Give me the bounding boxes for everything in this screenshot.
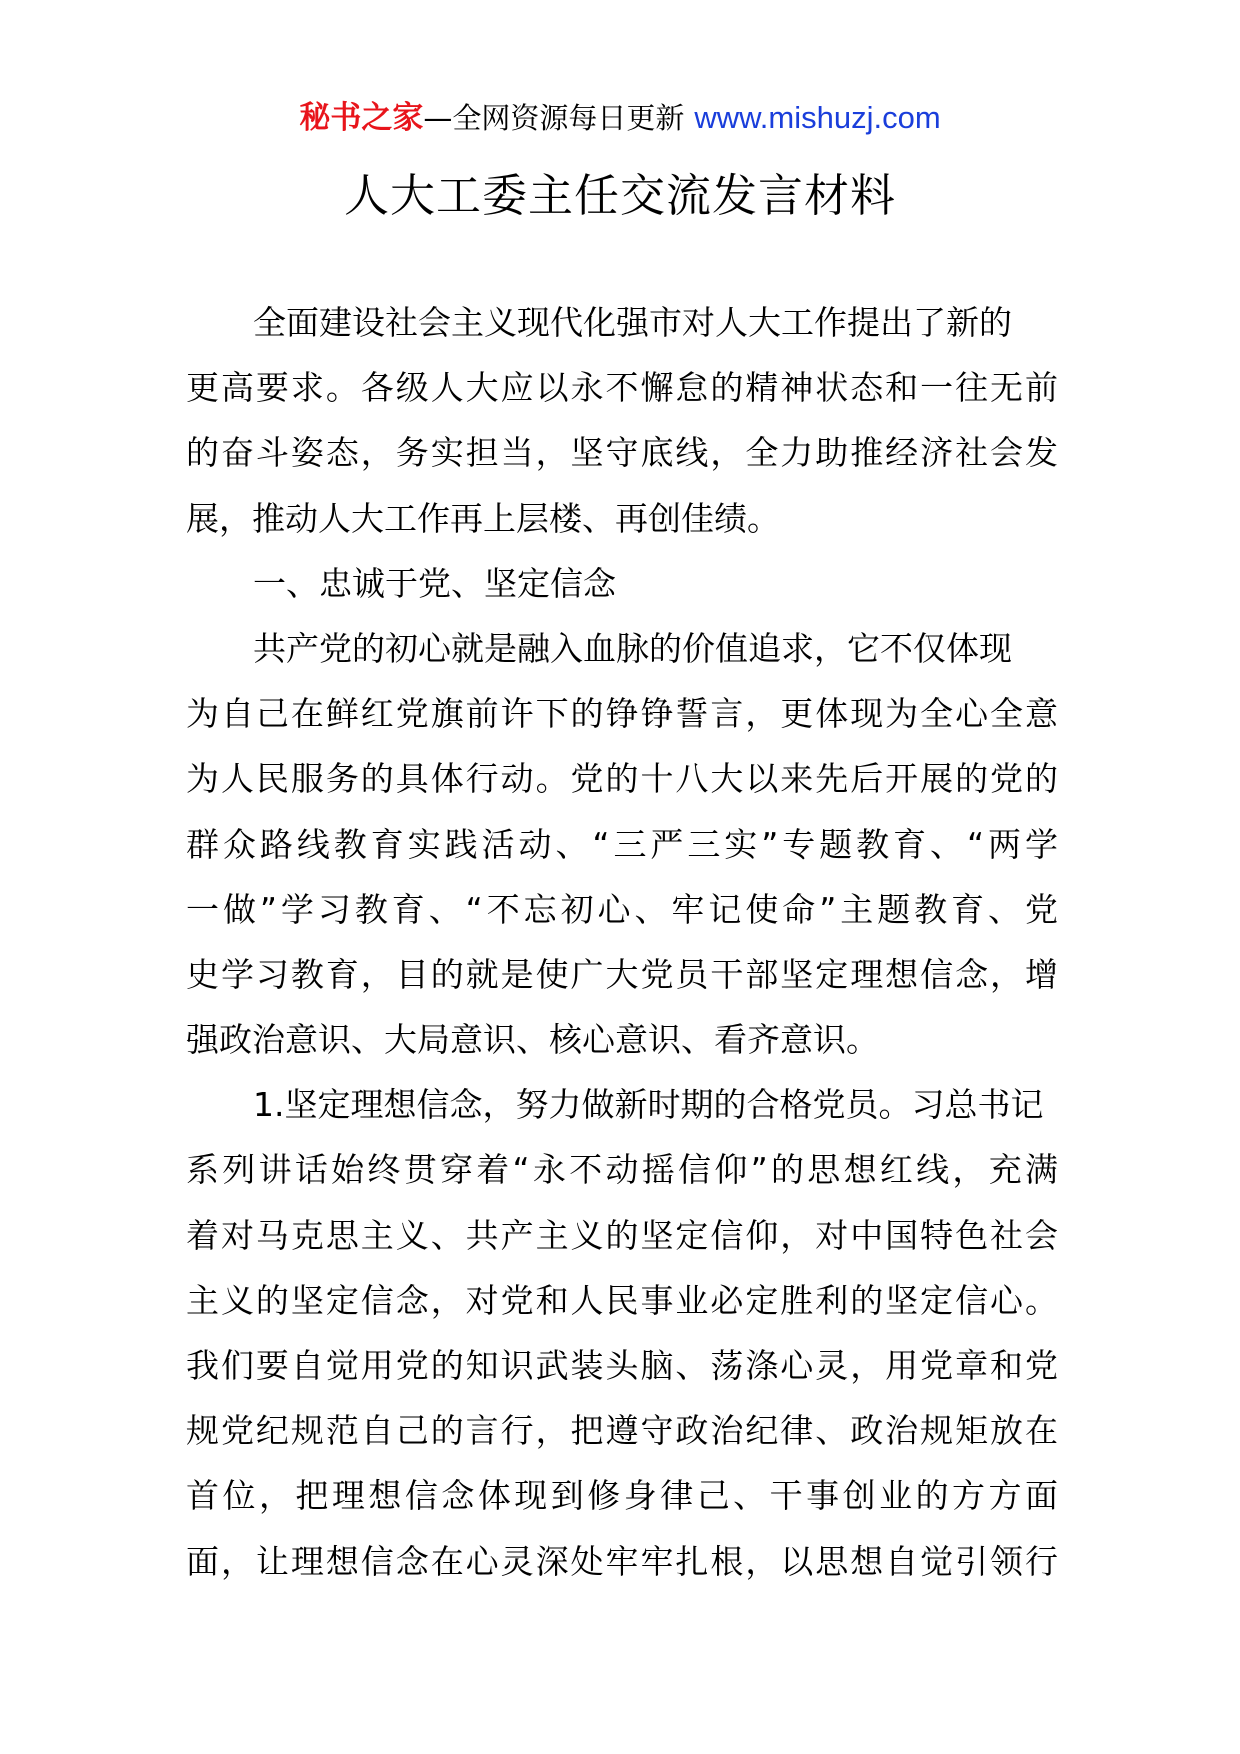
section-heading: 一、忠诚于党、坚定信念: [253, 563, 616, 603]
site-url-link[interactable]: www.mishuzj.com: [694, 100, 941, 135]
paragraph-line: 共产党的初心就是融入血脉的价值追求，它不仅体现: [253, 628, 1012, 668]
paragraph-line: 面，让理想信念在心灵深处牢牢扎根，以思想自觉引领行: [186, 1541, 1058, 1581]
paragraph-line: 为自己在鲜红党旗前许下的铮铮誓言，更体现为全心全意: [186, 694, 1058, 734]
paragraph-line: 一做”学习教育、“不忘初心、牢记使命”主题教育、党: [186, 889, 1058, 929]
document-title: 人大工委主任交流发言材料: [343, 169, 896, 222]
paragraph-line: 的奋斗姿态，务实担当，坚守底线，全力助推经济社会发: [186, 433, 1058, 473]
paragraph-line: 主义的坚定信念，对党和人民事业必定胜利的坚定信心。: [186, 1280, 1058, 1320]
site-brand: 秘书之家: [299, 100, 424, 136]
paragraph-line: 着对马克思主义、共产主义的坚定信仰，对中国特色社会: [186, 1215, 1058, 1255]
paragraph-line: 我们要自觉用党的知识武装头脑、荡涤心灵，用党章和党: [186, 1346, 1058, 1385]
site-header: [0, 98, 1240, 138]
paragraph-line: 强政治意识、大局意识、核心意识、看齐意识。: [186, 1020, 879, 1060]
paragraph-line: 史学习教育，目的就是使广大党员干部坚定理想信念，增: [186, 954, 1058, 994]
document-body: [186, 290, 1058, 1594]
paragraph-line: 更高要求。各级人大应以永不懈怠的精神状态和一往无前: [186, 368, 1058, 408]
paragraph-line: 1.坚定理想信念，努力做新时期的合格党员。习总书记: [253, 1085, 1044, 1125]
paragraph-line: 全面建设社会主义现代化强市对人大工作提出了新的: [253, 303, 1012, 342]
site-tagline: —全网资源每日更新: [423, 101, 685, 135]
paragraph-line: 规党纪规范自己的言行，把遵守政治纪律、政治规矩放在: [186, 1411, 1058, 1451]
paragraph-line: 展，推动人大工作再上层楼、再创佳绩。: [186, 498, 780, 538]
paragraph-line: 系列讲话始终贯穿着“永不动摇信仰”的思想红线，充满: [186, 1150, 1058, 1190]
paragraph-line: 为人民服务的具体行动。党的十八大以来先后开展的党的: [186, 759, 1058, 799]
paragraph-line: 首位，把理想信念体现到修身律己、干事创业的方方面: [186, 1476, 1058, 1516]
paragraph-line: 群众路线教育实践活动、“三严三实”专题教育、“两学: [186, 824, 1058, 864]
